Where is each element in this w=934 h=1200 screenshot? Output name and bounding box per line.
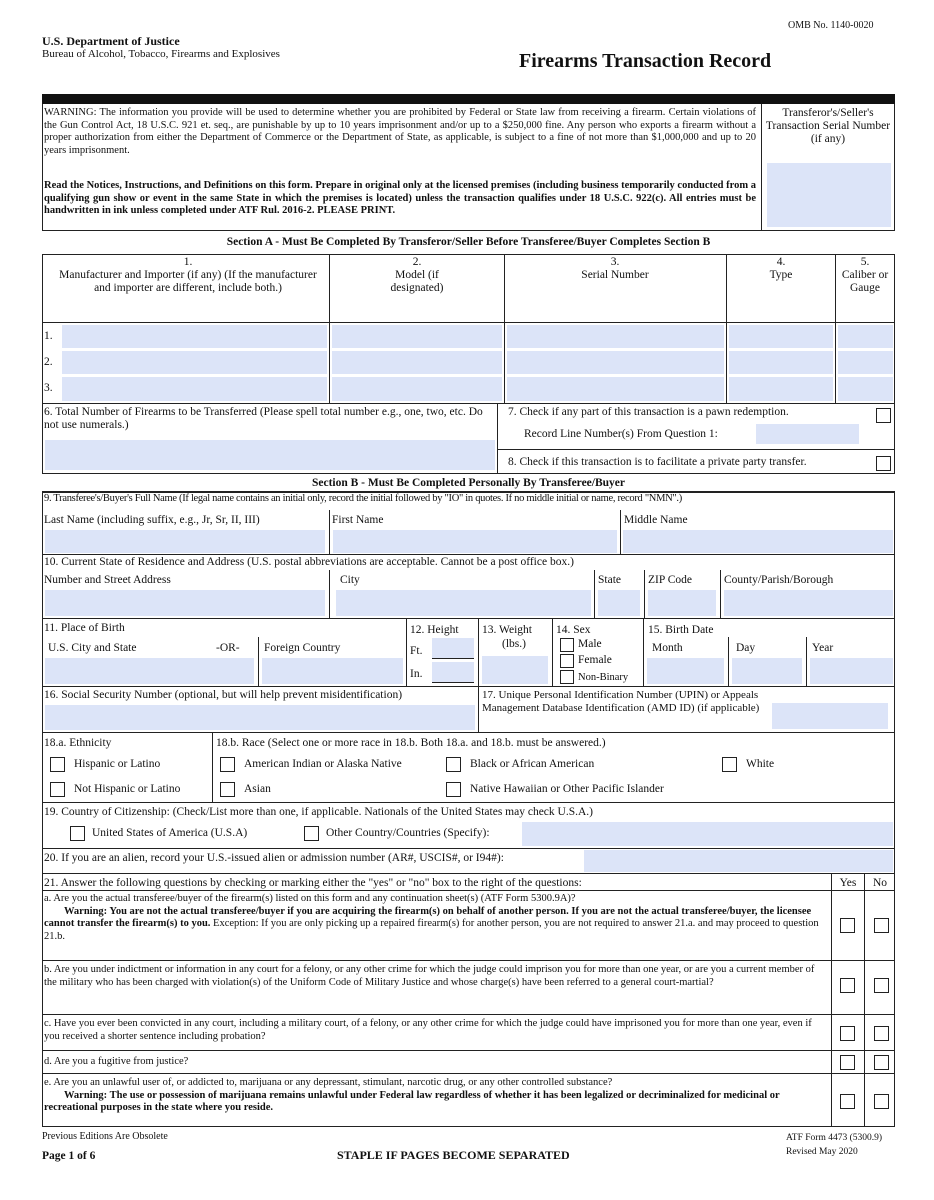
q14-label: 14. Sex [556,624,591,636]
q21d-text: d. Are you a fugitive from justice? [44,1056,189,1067]
last-name-label: Last Name (including suffix, e.g., Jr, Sr, II, III) [44,514,260,526]
col-model-header: 2. Model (if designated) [390,256,444,294]
q6-label: 6. Total Number of Firearms to be Transferred (Please spell total number e.g., one, two, etc. Do not use numerals.) [44,406,483,431]
col-manufacturer-header: 1. Manufacturer and Importer (if any) (If the manufacturer and importer are different, include both.) [59,256,317,294]
q7-record-line-field[interactable] [756,424,859,444]
row2-manufacturer-field[interactable] [62,351,327,374]
hispanic-label: Hispanic or Latino [74,758,161,770]
q21c-text: c. Have you ever been convicted in any court, including a military court, of a felony, or any other crime for which the judge could have imprisoned you for more than one year, even if you received a shorter sentence including probation? [44,1018,812,1042]
page-number: Page 1 of 6 [42,1150,96,1162]
row3-caliber-field[interactable] [838,377,893,401]
american-indian-label: American Indian or Alaska Native [244,758,402,770]
asian-label: Asian [244,783,271,795]
lbs-label: (lbs.) [502,638,526,650]
in-label: In. [410,668,423,680]
revision-date: Revised May 2020 [786,1147,858,1157]
county-label: County/Parish/Borough [724,574,834,586]
row3-type-field[interactable] [729,377,833,401]
city-label: City [340,574,360,586]
q19-label: 19. Country of Citizenship: (Check/List more than one, if applicable. Nationals of the United States may check U.S.A.) [44,806,594,818]
row2-model-field[interactable] [332,351,502,374]
q18b-label: 18.b. Race (Select one or more race in 18.b. Both 18.a. and 18.b. must be answered.) [216,737,606,749]
section-b-title: Section B - Must Be Completed Personally By Transferee/Buyer [311,477,626,489]
form-title: Firearms Transaction Record [519,50,772,72]
q10-label: 10. Current State of Residence and Address (U.S. postal abbreviations are acceptable. Cannot be a post office box.) [44,556,574,568]
bureau-name: Bureau of Alcohol, Tobacco, Firearms and Explosives [42,48,280,60]
middle-name-label: Middle Name [624,514,688,526]
q7b-label: Record Line Number(s) From Question 1: [524,428,718,440]
first-name-label: First Name [332,514,384,526]
foreign-country-label: Foreign Country [264,642,341,654]
q21a-text: a. Are you the actual transferee/buyer of the firearm(s) listed on this form and any continuation sheet(s) (ATF Form 5300.9A)? Warning: You are not the actual transferee/buyer if you are acquiring the firearm(s) on behalf of another person. If you are not the actual transferee/buyer, the licensee cannot transfer the firearm(s) to you. Exception: If you are only picking up a repaired firearm(s) for another person, you are not required to answer 21.a. and may proceed to question 21.b. [44,893,819,942]
or-label: -OR- [216,642,240,654]
col-caliber-header: 5. Caliber or Gauge [841,256,889,294]
ft-label: Ft. [410,645,423,657]
nonbinary-label: Non-Binary [578,672,629,683]
instructions-text: Read the Notices, Instructions, and Definitions on this form. Prepare in original only at the licensed premises (including business temporarily conducted from a qualifying gun show or event in the same State in which the premises is located) unless the transaction qualifies under 18 U.S.C. 922(c). All entries must be handwritten in ink unless completed under ATF Rul. 2016-2. PLEASE PRINT. [44,180,756,217]
row-number: 3. [44,382,53,394]
row1-model-field[interactable] [332,325,502,348]
serial-number-label: Transferor's/Seller's Transaction Serial Number (if any) [765,107,891,145]
omb-number: OMB No. 1140-0020 [788,20,874,31]
no-header: No [872,877,888,889]
usa-label: United States of America (U.S.A) [92,827,248,839]
month-label: Month [652,642,683,654]
q7-label: 7. Check if any part of this transaction is a pawn redemption. [508,406,789,418]
white-label: White [746,758,775,770]
row3-manufacturer-field[interactable] [62,377,327,401]
col-type-header: 4. Type [769,256,793,281]
day-label: Day [736,642,756,654]
row2-type-field[interactable] [729,351,833,374]
q21-label: 21. Answer the following questions by checking or marking either the "yes" or "no" box to the right of the questions: [44,877,582,889]
row1-serial-field[interactable] [507,325,724,348]
q8-private-transfer-checkbox[interactable] [876,456,891,471]
yes-header: Yes [839,877,857,889]
q9-label: 9. Transferee's/Buyer's Full Name (If legal name contains an initial only, record the initial followed by "IO" in quotes. If no middle initial or name, record "NMN".) [44,493,682,504]
q17-label: 17. Unique Personal Identification Number (UPIN) or Appeals Management Database Identification (AMD ID) (if applicable) [482,689,760,714]
form-number: ATF Form 4473 (5300.9) [786,1133,883,1143]
q21b-text: b. Are you under indictment or information in any court for a felony, or any other crime for which the judge could imprison you for more than one year, or are you a current member of the military who has been charged with violation(s) of the Uniform Code of Military Justice and whose charge(s) have been referred to a general court-martial? [44,964,815,988]
department-name: U.S. Department of Justice [42,34,180,48]
q11-label: 11. Place of Birth [44,622,125,634]
state-label: State [598,574,621,586]
obsolete-note: Previous Editions Are Obsolete [42,1131,168,1142]
q18a-label: 18.a. Ethnicity [44,737,112,749]
q8-label: 8. Check if this transaction is to facilitate a private party transfer. [508,456,807,468]
not-hispanic-label: Not Hispanic or Latino [74,783,181,795]
q16-label: 16. Social Security Number (optional, but will help prevent misidentification) [44,689,403,701]
male-label: Male [578,638,602,650]
q6-total-firearms-field[interactable] [45,440,495,470]
warning-text: WARNING: The information you provide will be used to determine whether you are prohibited by Federal or State law from receiving a firearm. Certain violations of the Gun Control Act, 18 U.S.C. 921 et. seq., are punishable by up to 10 years imprisonment and/or up to a $250,000 fine. Any person who exports a firearm without a proper authorization from either the Department of Commerce or the Department of State, as applicable, is subject to a fine of not more than $1,000,000 and up to 20 years imprisonment. [44,107,756,156]
section-a-title: Section A - Must Be Completed By Transferor/Seller Before Transferee/Buyer Completes Section B [226,236,711,248]
row-number: 1. [44,330,53,342]
row2-serial-field[interactable] [507,351,724,374]
black-label: Black or African American [470,758,595,770]
us-city-state-label: U.S. City and State [48,642,137,654]
female-label: Female [578,654,612,666]
row3-model-field[interactable] [332,377,502,401]
q12-label: 12. Height [410,624,459,636]
street-label: Number and Street Address [44,574,171,586]
serial-number-field[interactable] [767,163,891,227]
staple-note: STAPLE IF PAGES BECOME SEPARATED [337,1148,570,1162]
other-country-label: Other Country/Countries (Specify): [326,827,490,839]
q20-label: 20. If you are an alien, record your U.S.-issued alien or admission number (AR#, USCIS#, or I94#): [44,852,504,864]
q13-label: 13. Weight [482,624,532,636]
col-serial-header: 3. Serial Number [581,256,649,281]
row1-manufacturer-field[interactable] [62,325,327,348]
row2-caliber-field[interactable] [838,351,893,374]
row1-caliber-field[interactable] [838,325,893,348]
header-bar [42,94,895,104]
row1-type-field[interactable] [729,325,833,348]
q15-label: 15. Birth Date [648,624,714,636]
pacific-islander-label: Native Hawaiian or Other Pacific Islander [470,783,664,795]
q7-pawn-checkbox[interactable] [876,408,891,423]
year-label: Year [812,642,834,654]
q21e-text: e. Are you an unlawful user of, or addicted to, marijuana or any depressant, stimulant, narcotic drug, or any other controlled substance? Warning: The use or possession of marijuana remains unlawful under Federal law regardless of whether it has been legalized or decriminalized for medicinal or recreational purposes in the state where you reside. [44,1077,780,1114]
zip-label: ZIP Code [648,574,692,586]
row-number: 2. [44,356,53,368]
row3-serial-field[interactable] [507,377,724,401]
